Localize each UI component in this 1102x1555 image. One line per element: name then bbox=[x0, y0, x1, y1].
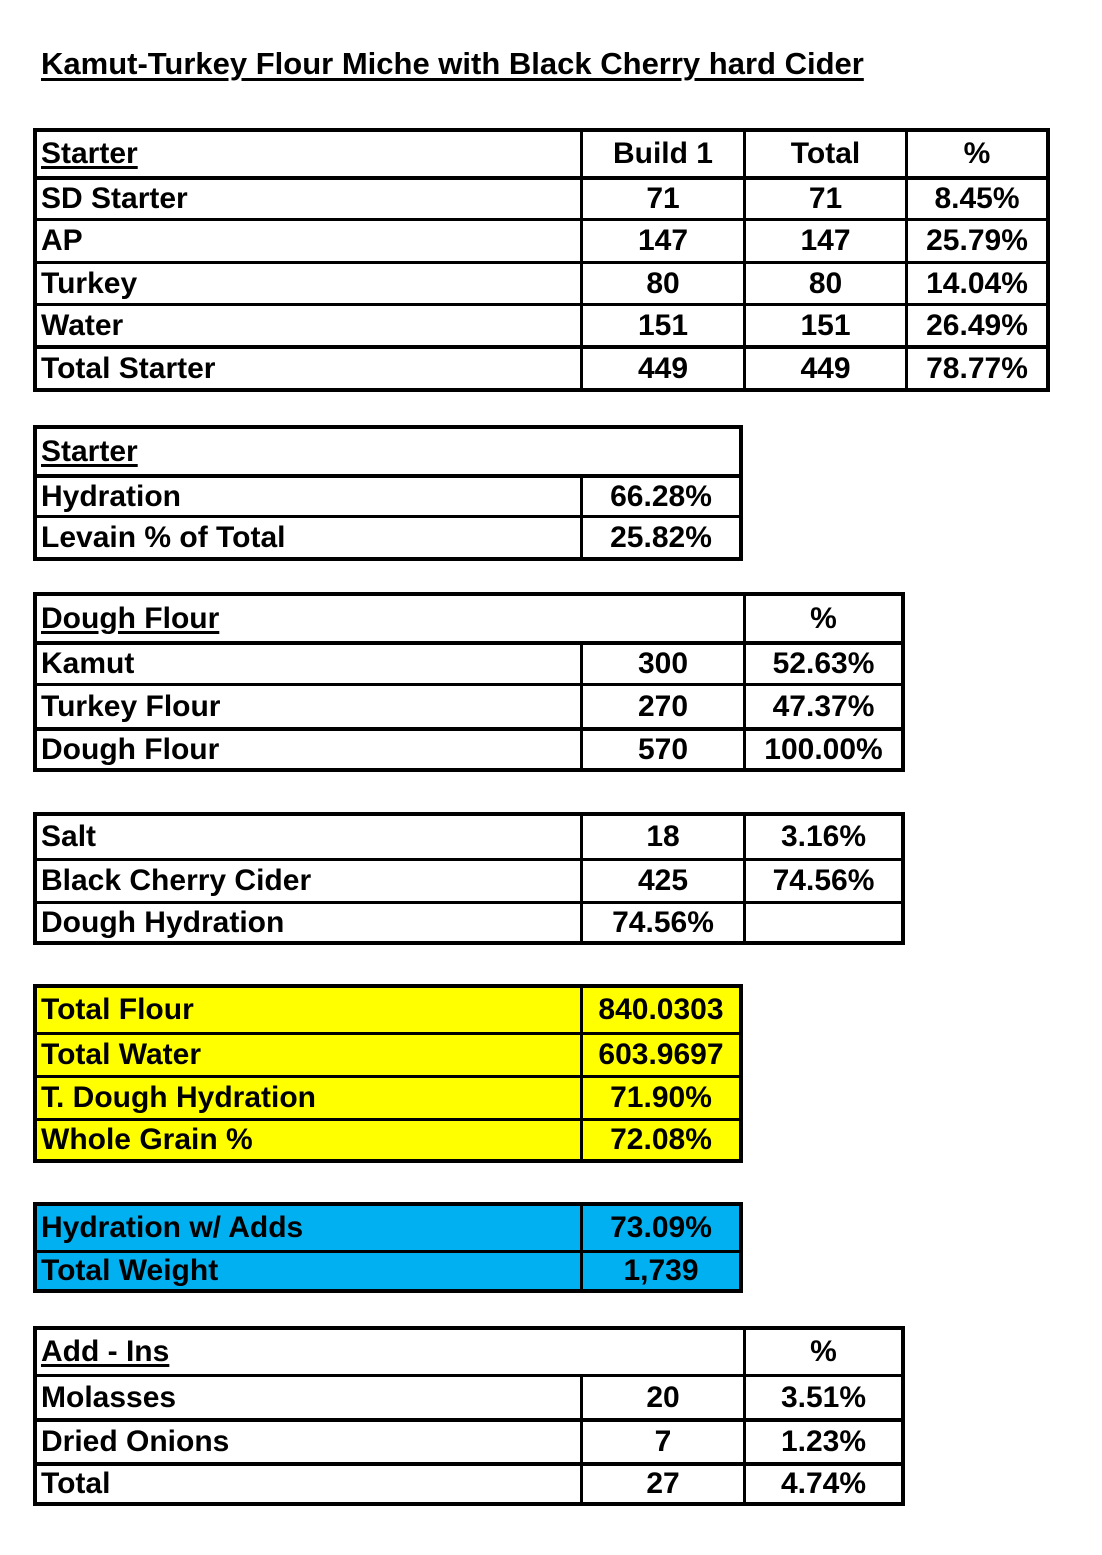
table-total-row bbox=[37, 345, 1046, 388]
add-ins-table bbox=[33, 1326, 905, 1506]
row-label: Turkey bbox=[41, 266, 138, 300]
column-header-total: Total bbox=[743, 132, 905, 176]
row-value: 71.90% bbox=[580, 1078, 739, 1118]
table-row bbox=[37, 901, 901, 941]
percent-value: 100.00% bbox=[743, 731, 901, 768]
row-value: 73.09% bbox=[580, 1206, 739, 1250]
percent-value: 14.04% bbox=[905, 264, 1046, 303]
row-label: Black Cherry Cider bbox=[41, 864, 312, 897]
column-header-build: Build 1 bbox=[580, 132, 743, 176]
row-label: Total Weight bbox=[41, 1254, 219, 1287]
table-row bbox=[37, 515, 739, 557]
table-header-row bbox=[37, 132, 1046, 176]
row-label: Whole Grain % bbox=[41, 1123, 253, 1156]
table-row bbox=[37, 1418, 901, 1462]
table-header-row bbox=[37, 429, 739, 474]
column-header-percent: % bbox=[743, 596, 901, 641]
percent-value: 47.37% bbox=[743, 686, 901, 727]
row-value: 66.28% bbox=[580, 478, 739, 515]
final-table bbox=[33, 1202, 743, 1293]
table-row bbox=[37, 261, 1046, 303]
row-label: Total Water bbox=[41, 1038, 202, 1071]
table-row bbox=[37, 218, 1046, 261]
build-value: 151 bbox=[580, 306, 743, 345]
table-total-row bbox=[37, 1462, 901, 1502]
row-value: 840.0303 bbox=[580, 988, 739, 1032]
row-label: Total Flour bbox=[41, 993, 194, 1026]
row-label: T. Dough Hydration bbox=[41, 1081, 316, 1114]
build-value: 80 bbox=[580, 264, 743, 303]
row-label: AP bbox=[41, 224, 83, 257]
total-value: 151 bbox=[743, 306, 905, 345]
table-row bbox=[37, 1250, 739, 1289]
percent-value: 3.16% bbox=[743, 816, 901, 858]
row-label: Kamut bbox=[41, 647, 135, 680]
build-value: 71 bbox=[580, 180, 743, 218]
row-value: 20 bbox=[580, 1377, 743, 1418]
starter-summary-table bbox=[33, 425, 743, 561]
section-header: Add - Ins bbox=[41, 1335, 170, 1368]
row-label: Hydration w/ Adds bbox=[41, 1211, 304, 1244]
percent-value: 4.74% bbox=[743, 1466, 901, 1502]
row-value: 74.56% bbox=[580, 904, 743, 941]
percent-value: 1.23% bbox=[743, 1422, 901, 1462]
row-label: Dough Flour bbox=[41, 732, 220, 766]
percent-value: 3.51% bbox=[743, 1377, 901, 1418]
percent-value bbox=[743, 904, 901, 941]
dough-flour-table bbox=[33, 592, 905, 772]
table-row bbox=[37, 816, 901, 858]
row-label: Total Starter bbox=[41, 351, 216, 385]
table-header-row bbox=[37, 1330, 901, 1374]
row-value: 25.82% bbox=[580, 518, 739, 557]
percent-value: 78.77% bbox=[905, 349, 1046, 388]
table-row bbox=[37, 1206, 739, 1250]
table-row bbox=[37, 1075, 739, 1118]
column-header-percent: % bbox=[905, 132, 1046, 176]
percent-value: 8.45% bbox=[905, 180, 1046, 218]
table-row bbox=[37, 1032, 739, 1075]
table-row bbox=[37, 641, 901, 683]
row-value: 270 bbox=[580, 686, 743, 727]
column-header-starter: Starter bbox=[41, 137, 138, 170]
percent-value: 26.49% bbox=[905, 306, 1046, 345]
row-label: SD Starter bbox=[41, 182, 188, 215]
row-label: Dried Onions bbox=[41, 1425, 230, 1458]
row-value: 72.08% bbox=[580, 1121, 739, 1159]
table-row bbox=[37, 303, 1046, 345]
row-label: Total bbox=[41, 1467, 111, 1500]
section-header: Dough Flour bbox=[41, 601, 220, 635]
table-row bbox=[37, 1118, 739, 1159]
liquids-table bbox=[33, 812, 905, 945]
section-header: Starter bbox=[41, 434, 138, 468]
row-value: 18 bbox=[580, 816, 743, 858]
percent-value: 52.63% bbox=[743, 645, 901, 683]
row-value: 27 bbox=[580, 1466, 743, 1502]
row-value: 7 bbox=[580, 1422, 743, 1462]
row-value: 1,739 bbox=[580, 1253, 739, 1289]
row-label: Water bbox=[41, 308, 124, 342]
row-label: Dough Hydration bbox=[41, 905, 285, 939]
page-title: Kamut-Turkey Flour Miche with Black Cherry hard Cider bbox=[41, 46, 864, 81]
row-label: Salt bbox=[41, 820, 97, 853]
percent-value: 74.56% bbox=[743, 861, 901, 901]
column-header-percent: % bbox=[743, 1330, 901, 1374]
row-label: Levain % of Total bbox=[41, 520, 286, 554]
total-value: 147 bbox=[743, 221, 905, 261]
table-row bbox=[37, 683, 901, 727]
table-row bbox=[37, 988, 739, 1032]
starter-table bbox=[33, 128, 1050, 392]
total-value: 80 bbox=[743, 264, 905, 303]
percent-value: 25.79% bbox=[905, 221, 1046, 261]
row-value: 570 bbox=[580, 731, 743, 768]
row-value: 425 bbox=[580, 861, 743, 901]
table-row bbox=[37, 474, 739, 515]
table-row bbox=[37, 176, 1046, 218]
total-value: 71 bbox=[743, 180, 905, 218]
row-value: 603.9697 bbox=[580, 1035, 739, 1075]
row-value: 300 bbox=[580, 645, 743, 683]
row-label: Molasses bbox=[41, 1380, 177, 1414]
table-row bbox=[37, 1374, 901, 1418]
table-header-row bbox=[37, 596, 901, 641]
table-row bbox=[37, 858, 901, 901]
build-value: 147 bbox=[580, 221, 743, 261]
row-label: Turkey Flour bbox=[41, 689, 221, 723]
total-value: 449 bbox=[743, 349, 905, 388]
table-total-row bbox=[37, 727, 901, 768]
row-label: Hydration bbox=[41, 479, 182, 513]
totals-table bbox=[33, 984, 743, 1163]
build-value: 449 bbox=[580, 349, 743, 388]
